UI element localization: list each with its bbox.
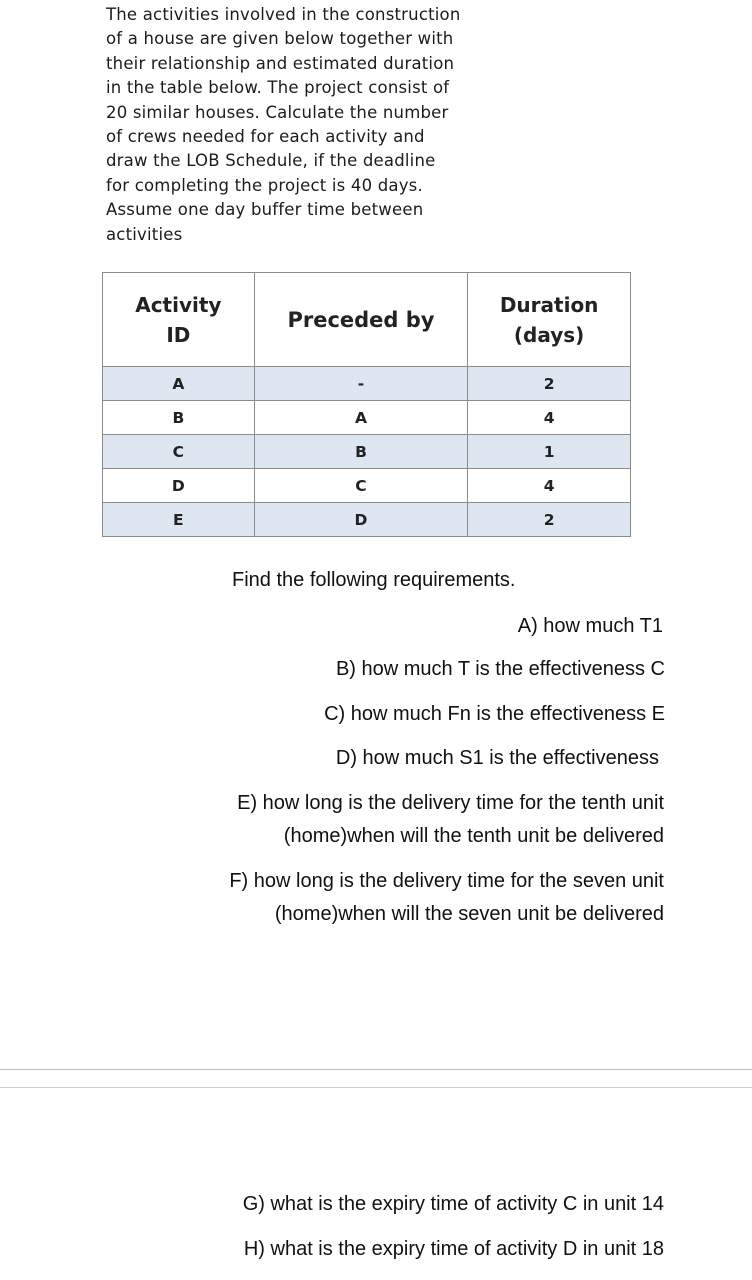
header-activity-id — [103, 273, 255, 367]
cell-duration: 2 — [468, 503, 631, 537]
question-f-line1: F) how long is the delivery time for the seven unit — [229, 870, 664, 892]
header-duration-line2: (days) — [513, 322, 585, 347]
header-preceded-by: Preceded by — [254, 273, 468, 367]
question-g: G) what is the expiry time of activity C in unit 14 — [242, 1193, 664, 1215]
question-h: H) what is the expiry time of activity D in unit 18 — [243, 1238, 664, 1260]
problem-line: draw the LOB Schedule, if the deadline — [106, 151, 436, 171]
activity-table — [102, 272, 631, 537]
header-duration — [468, 273, 631, 367]
header-activity-line2: ID — [166, 322, 191, 347]
cell-preceded-by: - — [254, 367, 468, 401]
questions-intro: Find the following requirements. — [232, 569, 516, 591]
question-f-line2: (home)when will the seven unit be delivered — [274, 903, 664, 925]
cell-activity-id: C — [103, 435, 255, 469]
cell-preceded-by: B — [254, 435, 468, 469]
page-divider — [0, 1087, 752, 1088]
cell-activity-id: A — [103, 367, 255, 401]
question-d: D) how much S1 is the effectiveness — [335, 747, 659, 769]
question-e-line2: (home)when will the tenth unit be delivered — [283, 825, 664, 847]
table-row — [103, 503, 631, 537]
cell-preceded-by: D — [254, 503, 468, 537]
header-activity-line1: Activity — [135, 292, 222, 317]
problem-line: 20 similar houses. Calculate the number — [106, 102, 449, 122]
cell-activity-id: B — [103, 401, 255, 435]
cell-preceded-by: C — [254, 469, 468, 503]
problem-statement — [106, 3, 666, 247]
header-duration-line1: Duration — [499, 292, 599, 317]
problem-line: of crews needed for each activity and — [106, 127, 425, 147]
question-e-line1: E) how long is the delivery time for the tenth unit — [237, 792, 664, 814]
problem-line: for completing the project is 40 days. — [106, 175, 423, 195]
page-divider — [0, 1069, 752, 1070]
cell-duration: 4 — [468, 401, 631, 435]
question-b: B) how much T is the effectiveness C — [335, 658, 665, 680]
cell-duration: 4 — [468, 469, 631, 503]
cell-activity-id: E — [103, 503, 255, 537]
question-c: C) how much Fn is the effectiveness E — [324, 703, 665, 725]
problem-line: activities — [106, 224, 183, 244]
problem-line: of a house are given below together with — [106, 29, 454, 49]
problem-line: The activities involved in the construction — [106, 5, 461, 24]
table-row — [103, 469, 631, 503]
table-header-row — [103, 273, 631, 367]
cell-duration: 2 — [468, 367, 631, 401]
problem-line: Assume one day buffer time between — [106, 200, 424, 220]
problem-line: in the table below. The project consist of — [106, 78, 450, 98]
question-a: A) how much T1 — [517, 615, 663, 637]
table-row — [103, 401, 631, 435]
cell-duration: 1 — [468, 435, 631, 469]
table-row — [103, 435, 631, 469]
table-row — [103, 367, 631, 401]
cell-preceded-by: A — [254, 401, 468, 435]
cell-activity-id: D — [103, 469, 255, 503]
problem-line: their relationship and estimated duration — [106, 53, 455, 73]
